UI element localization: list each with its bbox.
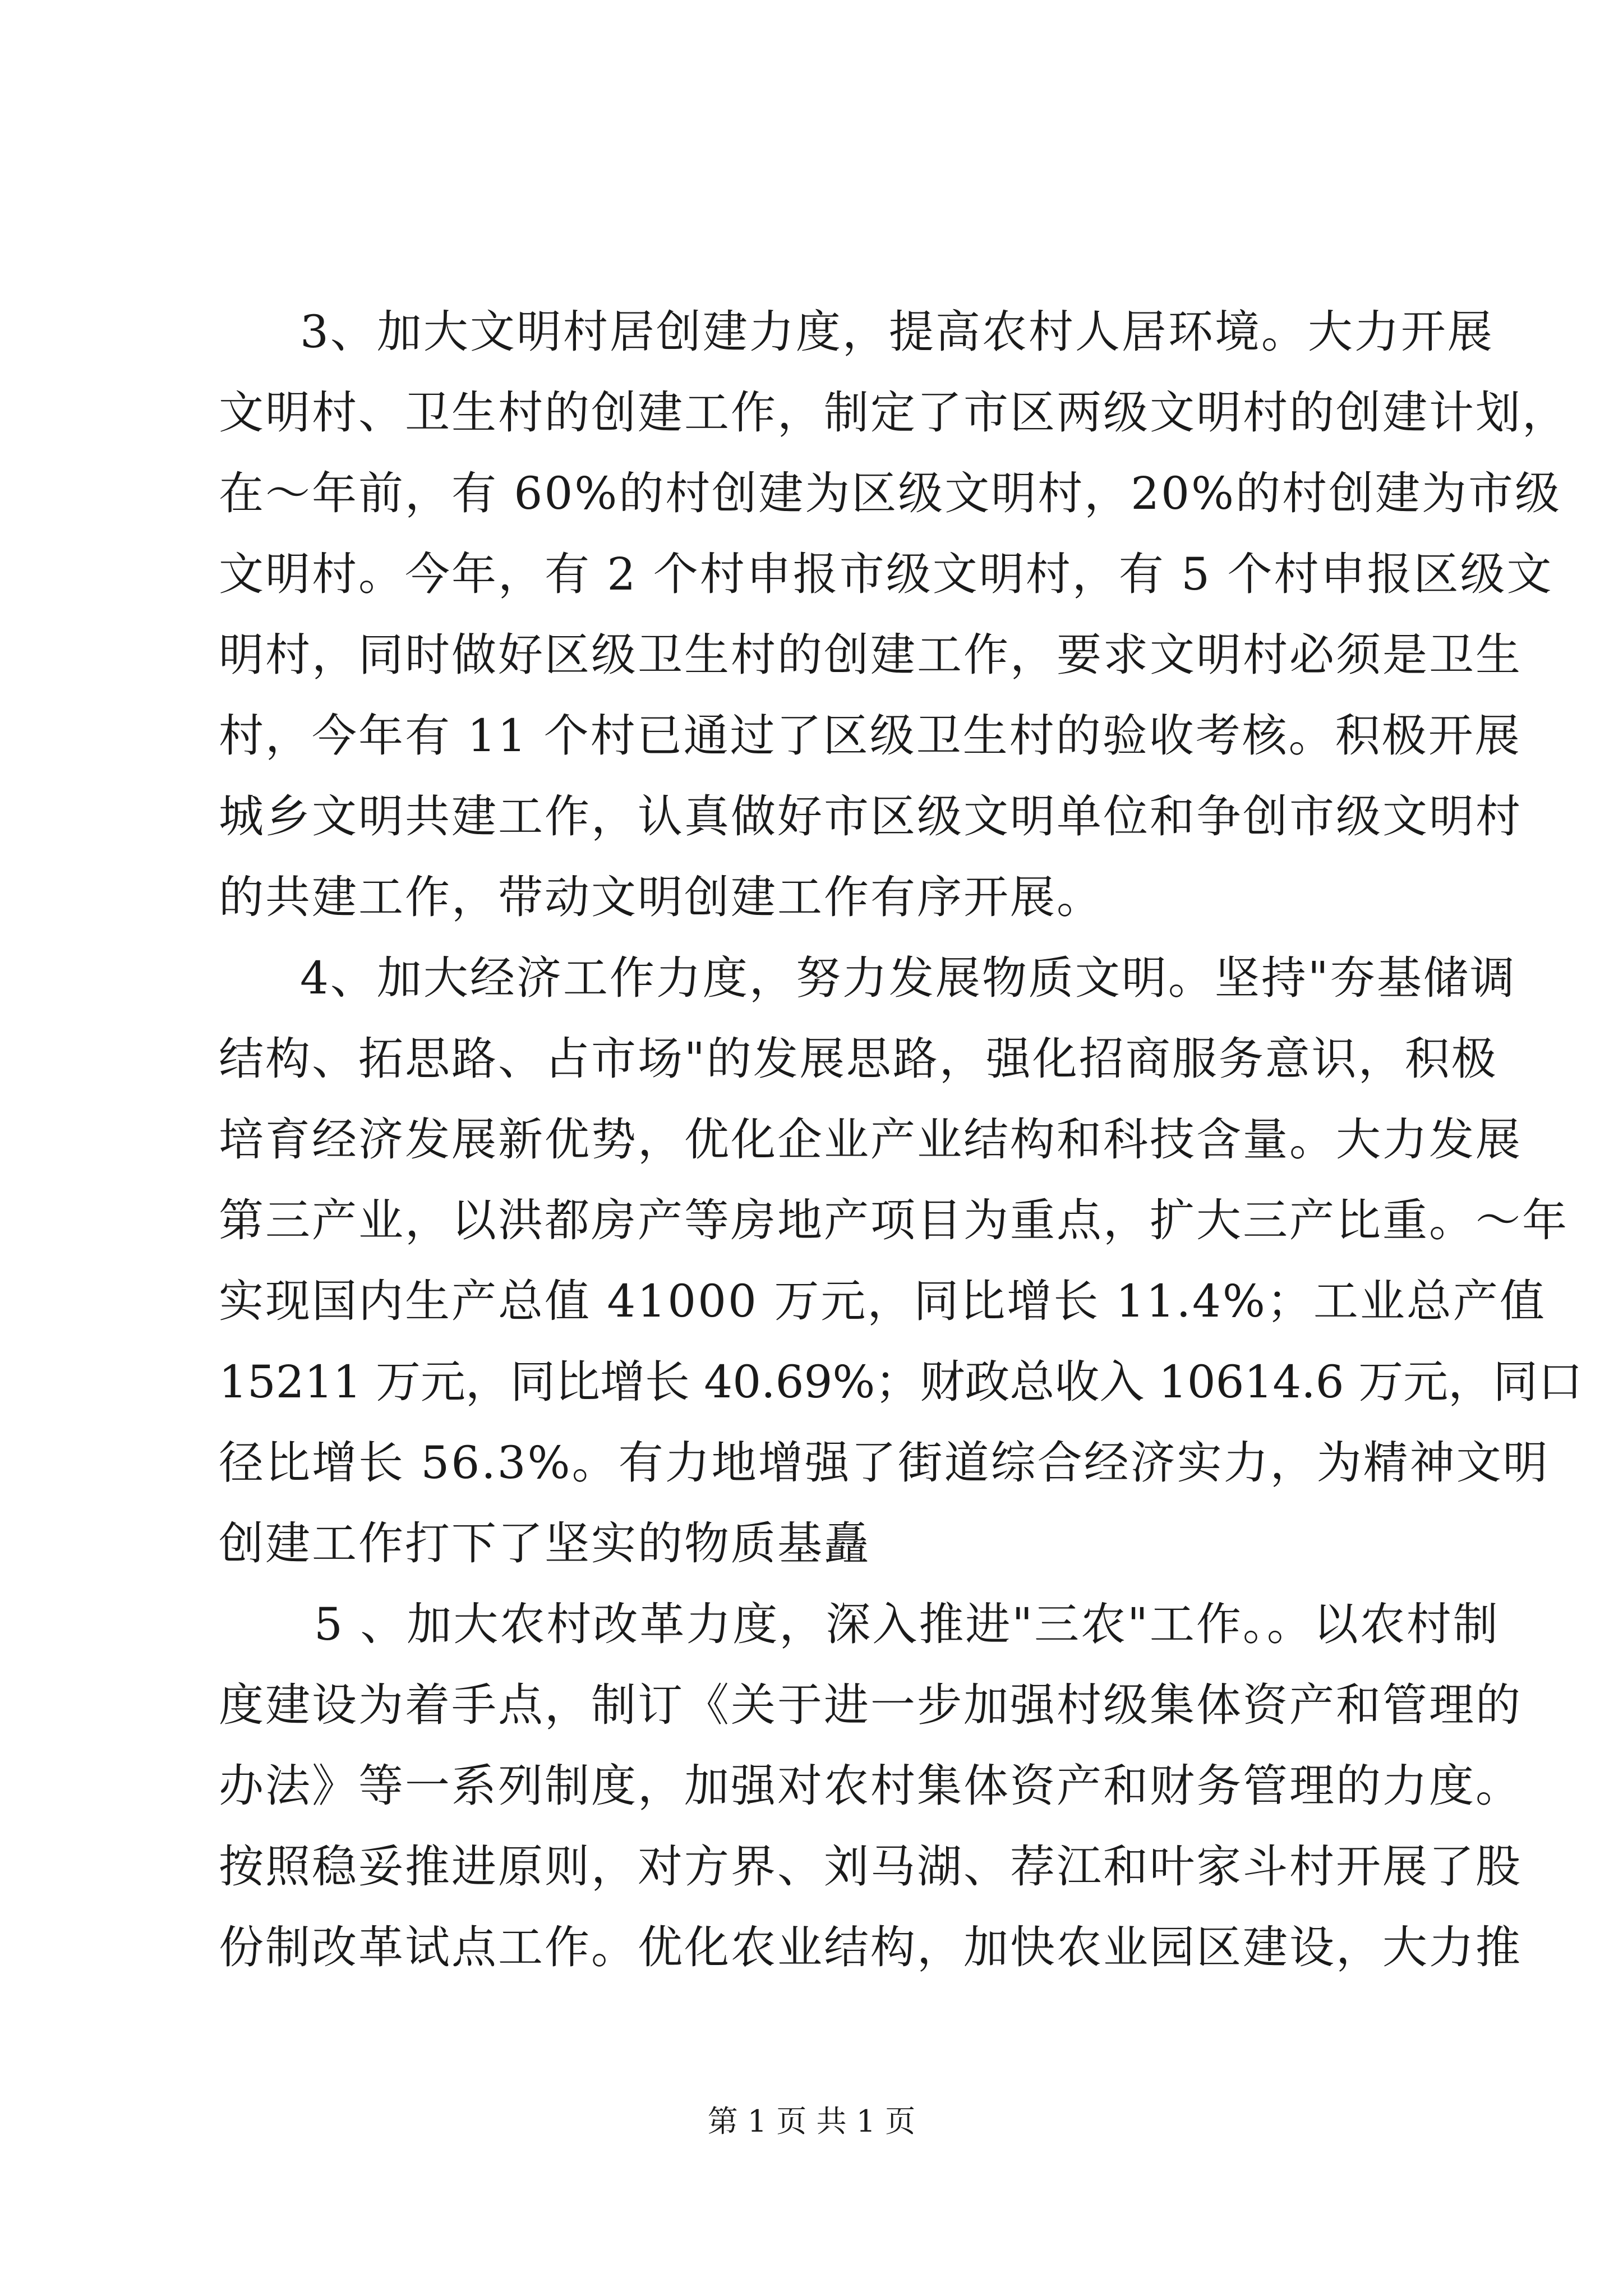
paragraph-4-line-7: 径比增长 56.3%。有力地增强了街道综合经济实力，为精神文明 xyxy=(219,1437,1550,1489)
paragraph-3-line-2: 文明村、卫生村的创建工作，制定了市区两级文明村的创建计划， xyxy=(219,386,1569,439)
paragraph-5-line-4: 按照稳妥推进原则，对方界、刘马湖、荐江和叶家斗村开展了股 xyxy=(219,1841,1522,1893)
paragraph-3-line-5: 明村，同时做好区级卫生村的创建工作，要求文明村必须是卫生 xyxy=(219,629,1522,681)
paragraph-5-line-1: 5 、加大农村改革力度，深入推进"三农"工作。。以农村制 xyxy=(314,1598,1500,1650)
paragraph-4-line-6: 15211 万元，同比增长 40.69%；财政总收入 10614.6 万元，同口 xyxy=(219,1356,1583,1408)
paragraph-4-line-3: 培育经济发展新优势，优化企业产业结构和科技含量。大力发展 xyxy=(219,1114,1522,1166)
paragraph-3-line-6: 村，今年有 11 个村已通过了区级卫生村的验收考核。积极开展 xyxy=(219,710,1521,762)
paragraph-4-line-4: 第三产业，以洪都房产等房地产项目为重点，扩大三产比重。～年 xyxy=(219,1194,1569,1246)
paragraph-5-line-3: 办法》等一系列制度，加强对农村集体资产和财务管理的力度。 xyxy=(219,1760,1522,1812)
paragraph-4-line-8: 创建工作打下了坚实的物质基矗 xyxy=(219,1517,870,1570)
page-footer: 第 1 页 共 1 页 xyxy=(707,2104,916,2139)
paragraph-5-line-5: 份制改革试点工作。优化农业结构，加快农业园区建设，大力推 xyxy=(219,1921,1522,1973)
paragraph-4-line-2: 结构、拓思路、占市场"的发展思路，强化招商服务意识，积极 xyxy=(219,1033,1498,1085)
paragraph-3-line-7: 城乡文明共建工作，认真做好市区级文明单位和争创市级文明村 xyxy=(219,790,1522,843)
paragraph-4-line-5: 实现国内生产总值 41000 万元，同比增长 11.4%；工业总产值 xyxy=(219,1275,1546,1327)
paragraph-3-line-3: 在～年前，有 60%的村创建为区级文明村，20%的村创建为市级 xyxy=(219,467,1562,519)
paragraph-4-line-1: 4、加大经济工作力度，努力发展物质文明。坚持"夯基储调 xyxy=(300,952,1516,1004)
paragraph-3-line-1: 3、加大文明村居创建力度，提高农村人居环境。大力开展 xyxy=(300,306,1494,358)
paragraph-3-line-8: 的共建工作，带动文明创建工作有序开展。 xyxy=(219,871,1103,923)
paragraph-3-line-4: 文明村。今年，有 2 个村申报市级文明村，有 5 个村申报区级文 xyxy=(219,548,1553,600)
paragraph-5-line-2: 度建设为着手点，制订《关于进一步加强村级集体资产和管理的 xyxy=(219,1679,1522,1731)
